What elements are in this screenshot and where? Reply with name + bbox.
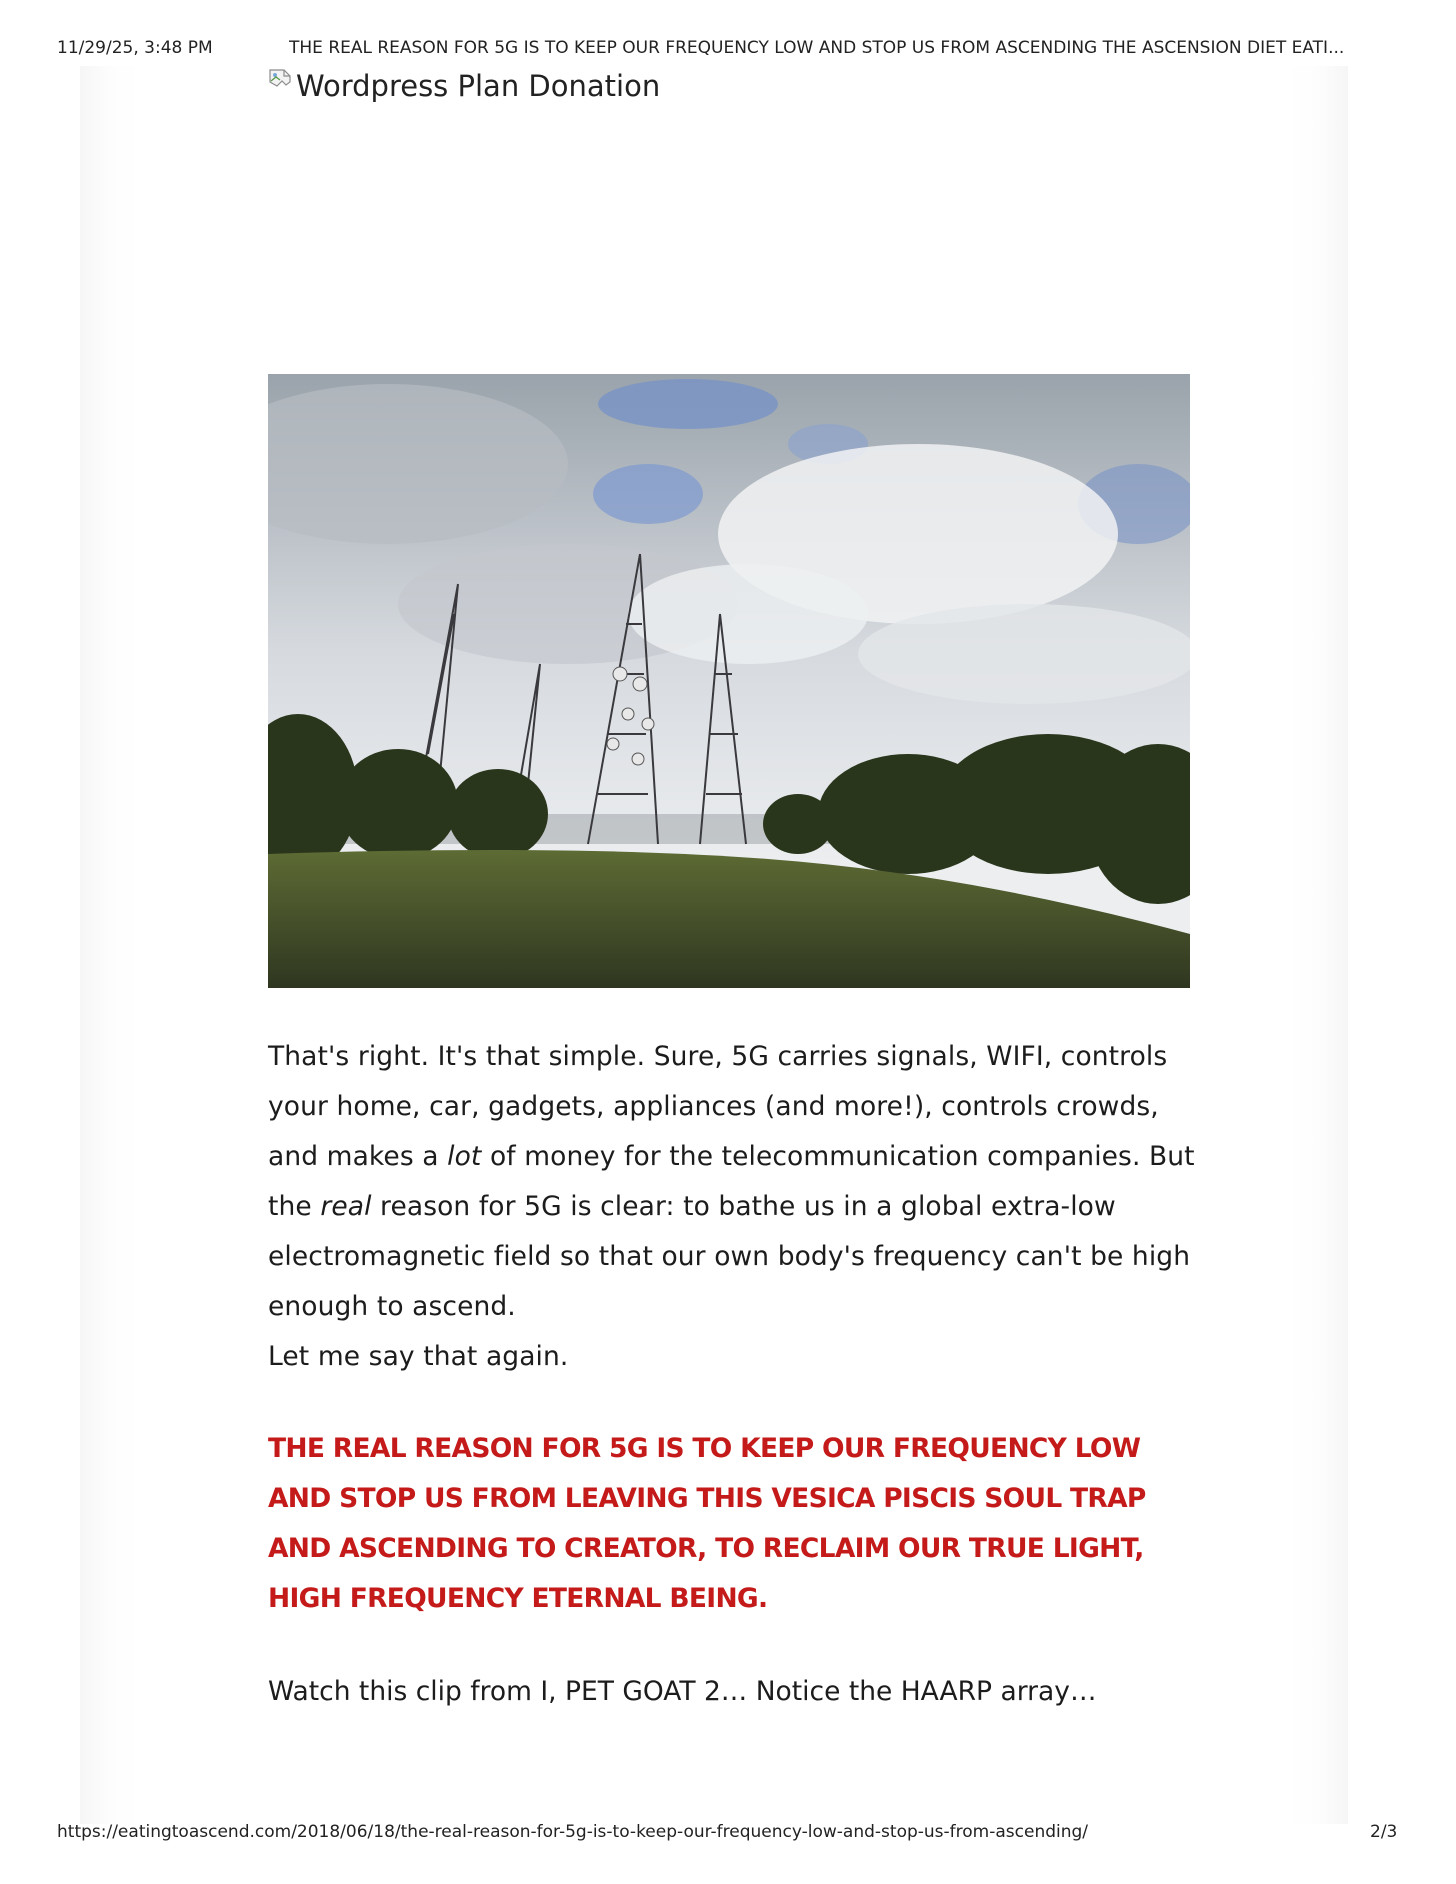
article-paragraph: That's right. It's that simple. Sure, 5G carries signals, WIFI, controls your home, car, gadgets, appliances (and more!), controls crowds, and makes a lot of money for the telecommunication companies. But the real reason for 5G is clear: to bathe us in a global extra-low electromagnetic field so that our own body's frequency can't be high enough to ascend. (268, 1041, 1195, 1322)
article-paragraph-repeat: Let me say that again. (268, 1341, 569, 1372)
article-body (268, 1032, 1198, 1382)
broken-image-icon (268, 68, 296, 98)
print-page-title: THE REAL REASON FOR 5G IS TO KEEP OUR FREQUENCY LOW AND STOP US FROM ASCENDING THE ASCENSION DIET EATI... (289, 38, 1345, 58)
donation-image-link[interactable] (268, 68, 660, 106)
cell-towers-photo (268, 374, 1190, 988)
video-intro-text: Watch this clip from I, PET GOAT 2… Notice the HAARP array… (268, 1676, 1097, 1707)
print-page-number: 2/3 (1370, 1822, 1398, 1842)
print-datetime: 11/29/25, 3:48 PM (57, 38, 213, 58)
highlight-statement: THE REAL REASON FOR 5G IS TO KEEP OUR FREQUENCY LOW AND STOP US FROM LEAVING THIS VESICA PISCIS SOUL TRAP AND ASCENDING TO CREATOR, TO RECLAIM OUR TRUE LIGHT, HIGH FREQUENCY ETERNAL BEING. (268, 1433, 1146, 1614)
print-page-url: https://eatingtoascend.com/2018/06/18/the-real-reason-for-5g-is-to-keep-our-frequency-low-and-stop-us-from-ascending/ (57, 1822, 1089, 1842)
donation-image-alt-text: Wordpress Plan Donation (296, 69, 661, 103)
